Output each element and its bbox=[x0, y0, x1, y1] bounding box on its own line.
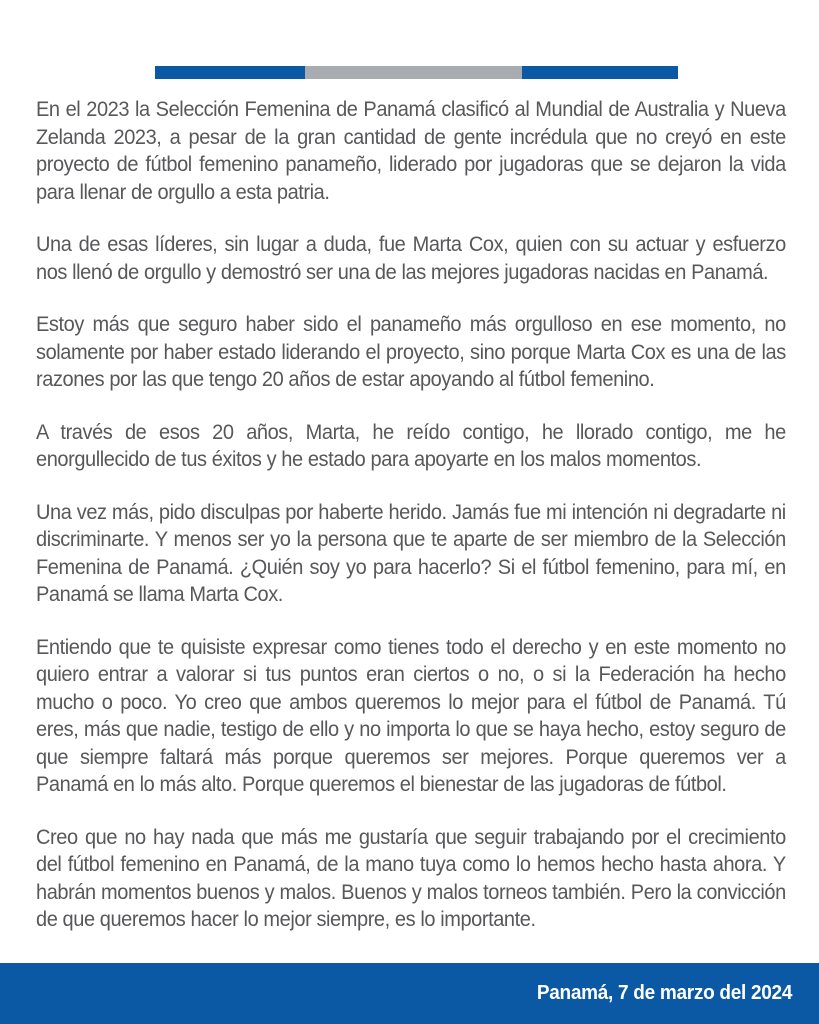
header-accent-rule bbox=[0, 66, 819, 79]
footer-date-line: Panamá, 7 de marzo del 2024 bbox=[537, 982, 793, 1004]
letter-paragraph-5: Una vez más, pido disculpas por haberte herido. Jamás fue mi intención ni degradarte ni discriminarte. Y menos ser yo la persona que te aparte de ser miembro de la Selección Femenina de Panamá. ¿Quién soy yo para hacerlo? Si el fútbol femenino, para mí, en Panamá se llama Marta Cox. bbox=[36, 499, 786, 606]
letter-paragraph-3: Estoy más que seguro haber sido el panameño más orgulloso en ese momento, no solamente por haber estado liderando el proyecto, sino porque Marta Cox es una de las razones por las que tengo 20 años de estar apoyando al fútbol femenino. bbox=[36, 312, 786, 391]
letter-paragraph-7: Creo que no hay nada que más me gustaría que seguir trabajando por el crecimiento del fútbol femenino en Panamá, de la mano tuya como lo hemos hecho hasta ahora. Y habrán momentos buenos y malos. Buenos y malos torneos también. Pero la convicción de que queremos hacer lo mejor siempre, es lo importante. bbox=[36, 824, 786, 931]
center-gray-segment bbox=[305, 66, 522, 79]
letter-paragraph-2: Una de esas líderes, sin lugar a duda, fue Marta Cox, quien con su actuar y esfuerzo nos llenó de orgullo y demostró ser una de las mejores jugadoras nacidas en Panamá. bbox=[36, 232, 786, 284]
letter-paragraph-6: Entiendo que te quisiste expresar como tienes todo el derecho y en este momento no quiero entrar a valorar si tus puntos eran ciertos o no, o si la Federación ha hecho mucho o poco. Yo creo que ambos queremos lo mejor para el fútbol de Panamá. Tú eres, más que nadie, testigo de ello y no importa lo que se haya hecho, estoy seguro de que siempre faltará más porque queremos ser mejores. Porque queremos ver a Panamá en lo más alto. Porque queremos el bienestar de las jugadoras de fútbol. bbox=[36, 634, 786, 796]
letter-body bbox=[36, 96, 786, 1014]
footer-bar bbox=[0, 963, 819, 1024]
left-blue-segment bbox=[155, 66, 305, 79]
letter-paragraph-4: A través de esos 20 años, Marta, he reído contigo, he llorado contigo, me he enorgullecido de tus éxitos y he estado para apoyarte en los malos momentos. bbox=[36, 419, 786, 471]
letter-paragraph-1: En el 2023 la Selección Femenina de Panamá clasificó al Mundial de Australia y Nueva Zelanda 2023, a pesar de la gran cantidad de gente incrédula que no creyó en este proyecto de fútbol femenino panameño, liderado por jugadoras que se dejaron la vida para llenar de orgullo a esta patria. bbox=[36, 97, 786, 204]
accent-rule-track bbox=[155, 66, 678, 79]
right-blue-segment bbox=[522, 66, 678, 79]
